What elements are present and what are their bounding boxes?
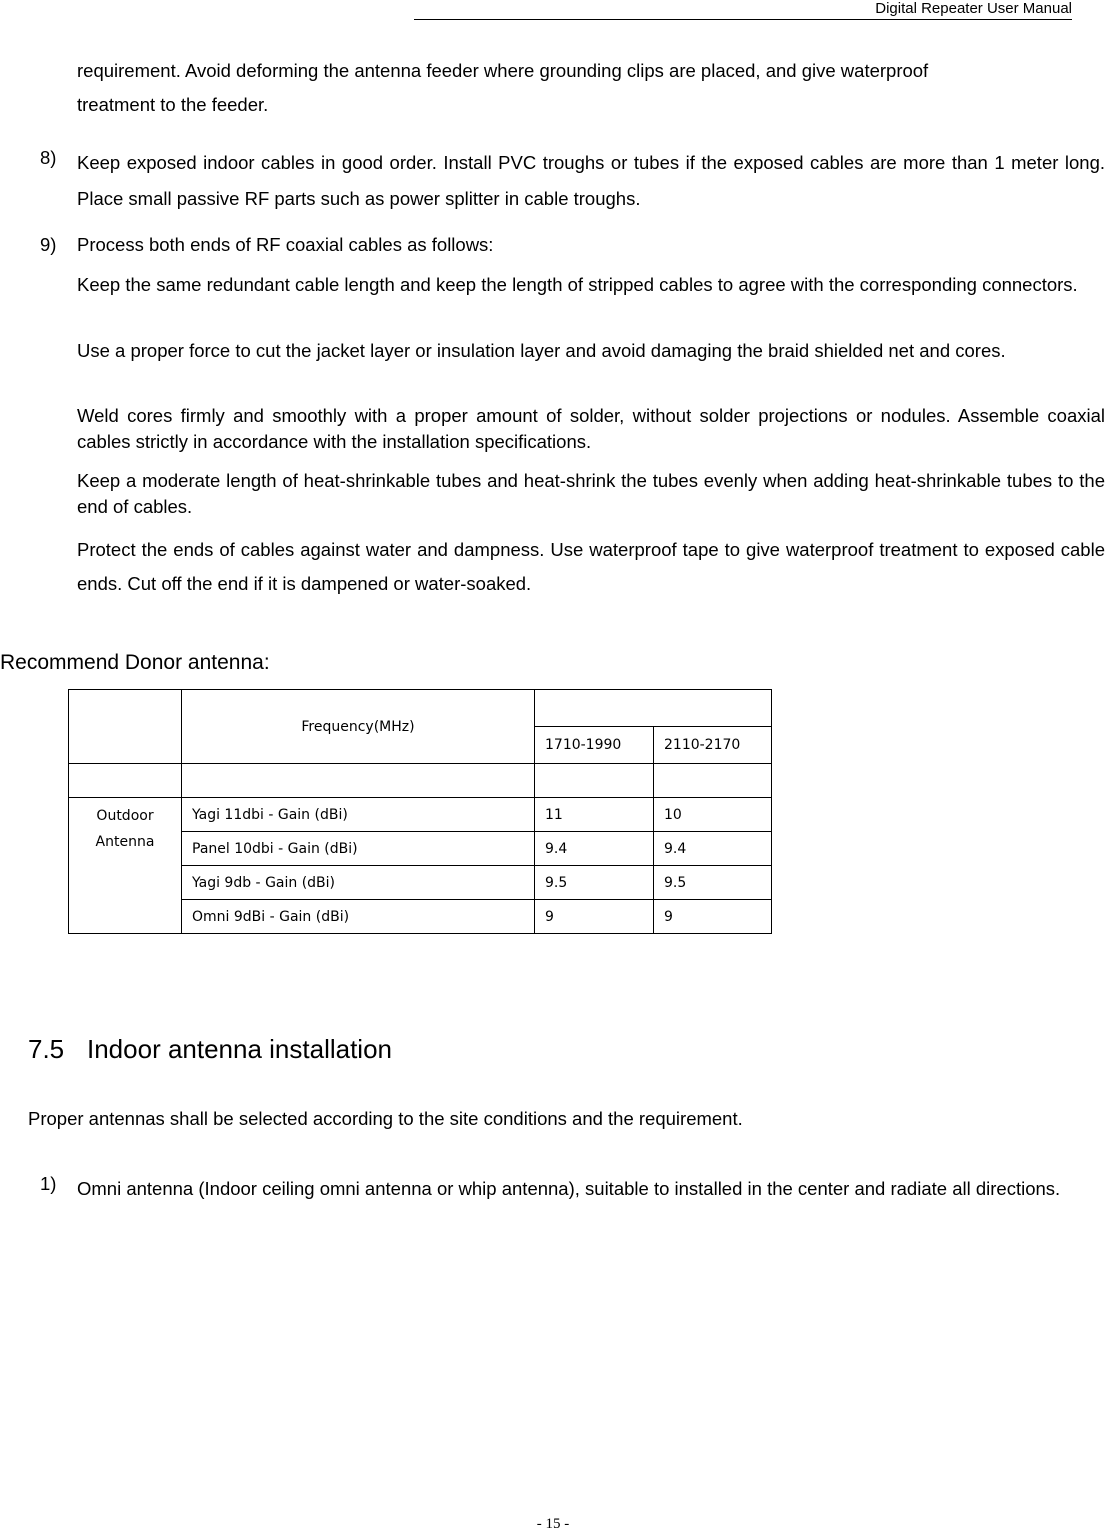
donor-antenna-table [68,689,772,934]
band-group-header [535,690,772,727]
sub-paragraph-2: Use a proper force to cut the jacket layer or insulation layer and avoid damaging the braid shielded net and cores. [77,340,1006,361]
gain-value-band1: 11 [535,798,654,832]
intro-line-1: requirement. Avoid deforming the antenna feeder where grounding clips are placed, and give waterproof [77,60,929,81]
band-header-1: 1710-1990 [535,727,654,764]
list-item-8-text: Keep exposed indoor cables in good order. Install PVC troughs or tubes if the exposed cables are more than 1 meter long. Place small passive RF parts such as power splitter in cable troughs. [77,152,1105,209]
gain-value-band2: 9.5 [654,866,772,900]
sub-paragraph-5: Protect the ends of cables against water and dampness. Use waterproof tape to give waterproof treatment to exposed cable ends. Cut off the end if it is dampened or water-soaked. [77,539,1105,594]
section-list-number-1: 1) [40,1173,57,1194]
running-header-title: Digital Repeater User Manual [875,0,1072,17]
outdoor-antenna-group-label [69,798,182,934]
gain-value-band2: 10 [654,798,772,832]
intro-line-2: treatment to the feeder. [77,94,269,115]
gain-value-band1: 9 [535,900,654,934]
page-number: - 15 - [536,1516,570,1532]
sub-paragraph-3: Weld cores firmly and smoothly with a proper amount of solder, without solder projections or nodules. Assemble coaxial cables strictly in accordance with the installation specifications. [77,405,1105,452]
section-title: Indoor antenna installation [87,1034,393,1064]
antenna-name: Yagi 11dbi - Gain (dBi) [182,798,535,832]
gain-value-band1: 9.5 [535,866,654,900]
antenna-name: Omni 9dBi - Gain (dBi) [182,900,535,934]
sub-paragraph-1: Keep the same redundant cable length and keep the length of stripped cables to agree with the corresponding connectors. [77,274,1078,295]
antenna-name: Yagi 9db - Gain (dBi) [182,866,535,900]
section-intro: Proper antennas shall be selected according to the site conditions and the requirement. [28,1108,743,1129]
gain-value-band1: 9.4 [535,832,654,866]
frequency-header: Frequency(MHz) [182,690,535,764]
antenna-name: Panel 10dbi - Gain (dBi) [182,832,535,866]
table-row [69,798,772,832]
section-list-item-1-text: Omni antenna (Indoor ceiling omni antenna or whip antenna), suitable to installed in the center and radiate all directions. [77,1178,1061,1199]
sub-paragraph-4: Keep a moderate length of heat-shrinkable tubes and heat-shrink the tubes evenly when adding heat-shrinkable tubes to the end of cables. [77,470,1105,517]
table-row-empty [69,764,772,798]
section-number: 7.5 [28,1034,65,1064]
list-number-8: 8) [40,147,57,168]
group-label-line-1: Outdoor [96,808,154,824]
header-rule [414,19,1072,20]
group-label-line-2: Antenna [95,834,155,850]
gain-value-band2: 9 [654,900,772,934]
recommend-label: Recommend Donor antenna: [0,651,270,674]
table-corner-cell [69,690,182,764]
band-header-2: 2110-2170 [654,727,772,764]
list-number-9: 9) [40,234,57,255]
list-item-9-text: Process both ends of RF coaxial cables as follows: [77,234,494,255]
gain-value-band2: 9.4 [654,832,772,866]
